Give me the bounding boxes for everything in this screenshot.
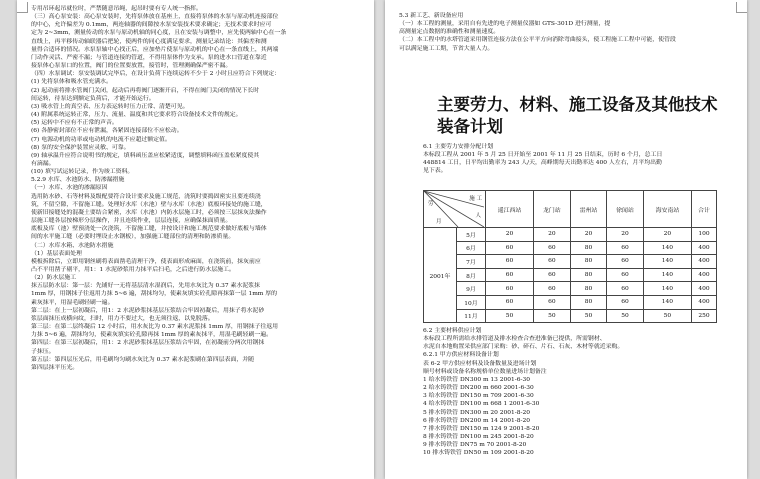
table-cell: 400: [691, 268, 716, 282]
column-header: 徐闻站: [607, 191, 644, 228]
text-line: （二）水库水箱、水池防水措施: [31, 242, 114, 249]
table-cell: 60: [486, 295, 534, 309]
text-line: 底板及库（池）壁预浇处一次浇筑，不留施工缝，并按设计和施工规范要求做好底板与墙体: [31, 226, 267, 233]
text-line: 本标段工程所需给水排管道及排水检查合查进准备已提供，所需钢材、: [423, 336, 606, 343]
text-line: 7 排水铸铁管 DN150 m 124 9 2001-8-20: [423, 425, 540, 432]
text-line: （三）高心泵安装：高心泵安装时，先将泵体放在基座上，直接将泵体的水泵与原动机连接部位: [31, 14, 279, 21]
table-row: [424, 228, 717, 242]
text-line: 间的水平施工缝（必要时埋设止水钢板），加强施工缝部位的清理和防渗质量。: [31, 234, 235, 241]
table-cell: 60: [607, 282, 644, 296]
text-line: （一）水库、水池的渗漏原因: [31, 185, 108, 192]
text-line: 顺号材料或设备名称规格单位数量进场计划备注: [423, 368, 547, 375]
materials-plan-text: [385, 327, 747, 458]
table-cell: 20: [534, 228, 571, 242]
text-line: 抹五层防水层：第一层：先铺好一无将基层清水湿润后，先用水灰比为 0.37 素水泥浆抹: [31, 283, 260, 290]
table-cell: 60: [486, 282, 534, 296]
table-cell: 50: [534, 309, 571, 323]
text-line: 素灰抹平，用湿毛刷轻刷一遍。: [31, 299, 114, 306]
text-line: 门动作灵活、严密不漏；与管道连接的管道，不得用泵体作为支承。泵的进水口管道在靠近: [31, 54, 267, 61]
text-line: 筑，不留空隙，不留施工缝。处理好水库（水池）壁与水库（水池）底板环接处的施工缝，: [31, 201, 267, 208]
text-line: 有滴漏。: [31, 160, 55, 167]
table-cell: 20: [570, 228, 607, 242]
labor-schedule-table: [423, 190, 717, 323]
text-line: 定为 2~3mm，测量传动的水泵与原动机轴的同心度，且在安装与调整中，应先使两轴中心在一条: [31, 30, 287, 37]
text-line: 9 排水铸铁管 DN75 m 70 2001-8-20: [423, 442, 527, 449]
month-cell: 6月: [457, 241, 486, 255]
table-cell: 60: [607, 295, 644, 309]
text-line: (10) 填写试运转记录，作为竣工资料。: [31, 169, 134, 176]
text-line: 第二层：在上一层初凝后，用1：2 水泥砂浆抹基层压浆结合牢固初凝后，用抹子将水泥砂: [31, 307, 265, 314]
text-line: (2) 起动前将排水管阀门关闭，起动后再将阀门逐渐开启，不得在阀门关闭的情况下长时: [31, 87, 260, 94]
text-line: 2 给水铸铁管 DN200 m 660 2001-6-30: [423, 385, 534, 392]
text-line: 第四层抹平压光。: [31, 364, 79, 371]
table-cell: 60: [607, 255, 644, 269]
table-cell: 60: [534, 255, 571, 269]
table-cell: 60: [486, 241, 534, 255]
table-row: [424, 295, 717, 309]
table-cell: 60: [534, 295, 571, 309]
header-label-person: 人: [475, 213, 481, 219]
table-cell: 20: [486, 228, 534, 242]
text-line: 水泥自本地购置采供应部门采购：砂、碎石、片石、石灰、木材等就近采购。: [423, 344, 624, 351]
text-line: 第五层：第四层压光后，用毛刷均匀刷水灰比为 0.37 素水泥浆刷在第四层表面，并随: [31, 356, 255, 363]
column-header: 遥江西站: [486, 191, 534, 228]
left-page-body: [17, 5, 374, 372]
text-line: (7) 电源动机的功率或电动机的电流不应超过额定值。: [31, 136, 171, 143]
table-cell: 20: [607, 228, 644, 242]
left-document-page: [17, 0, 374, 479]
text-line: 本标段工程从 2001 年 5 月 25 日开始至 2001 年 11 月 25 日结束，历时 6 个月，总工日: [423, 152, 663, 159]
text-line: 专用吊环起吊就位时，严禁随意吊绳，起吊时要有专人统一指挥。: [31, 6, 202, 12]
text-line: (6) 各静密封部位不应有泄漏，各紧固连接部位不应松动。: [31, 128, 183, 135]
month-cell: 8月: [457, 268, 486, 282]
table-cell: 50: [486, 309, 534, 323]
header-label-labor: 劳: [428, 201, 434, 207]
text-line: 6 排水铸铁管 DN200 m 14 2001-8-20: [423, 417, 530, 424]
table-cell: 60: [607, 241, 644, 255]
table-cell: 80: [570, 282, 607, 296]
column-header: 合计: [691, 191, 716, 228]
table-cell: 100: [691, 228, 716, 242]
table-cell: 80: [570, 241, 607, 255]
right-document-page: [385, 0, 747, 479]
text-line: （二）本工程中的水塔管道采用钢管连接方法在公平平方向消除弯曲接头，使工程施工工程中可能，使管段: [399, 37, 676, 44]
text-line: 浆层面抹压成横向纹，扫时，用力不要过大，也无须往返，以免脱落。: [31, 315, 214, 322]
labor-plan-text: [385, 143, 747, 176]
text-line: 448814 工日，日平均出勤率为 243 人/天，高峰期每天出勤率达 400 人左右，月平均出勤: [423, 160, 662, 167]
table-cell: 80: [570, 255, 607, 269]
table-row: [424, 282, 717, 296]
text-line: 使新旧接缝处的混凝土要结合紧密，水库（水池）内防水层施工时，必须按三层抹灰法操作: [31, 209, 267, 216]
table-row: [424, 309, 717, 323]
table-body: [424, 228, 717, 323]
text-line: 10 排水铸铁管 DN50 m 109 2001-8-20: [423, 450, 534, 457]
table-cell: 20: [643, 228, 691, 242]
month-cell: 9月: [457, 282, 486, 296]
table-cell: 400: [691, 295, 716, 309]
text-line: 直线上，再平移传动轴联器后把轮，使两件的同心度满足要求，测量记录结论：其偏差和测: [31, 38, 267, 45]
text-line: 力抹 5~6 遍，刮抹均匀，使素灰填实砼孔隙再抹 1mm 厚的素灰抹平，用湿毛刷轻刷一遍。: [31, 332, 273, 339]
text-line: 高测量定点数据的准确性和测量速度。: [399, 29, 500, 36]
month-cell: 11月: [457, 309, 486, 323]
text-line: 子抹压。: [31, 348, 55, 355]
text-line: 见下表。: [423, 168, 447, 175]
table-row: [424, 268, 717, 282]
text-line: (4) 附属系统运转正常，压力、流量、温度和其它要求符合设备技术文件的规定。: [31, 112, 242, 119]
text-line: (9) 轴承温升应符合说明书的规定，填料函压盖应松紧适度，调整填料函压盖松紧度使其: [31, 152, 260, 159]
table-cell: 60: [486, 268, 534, 282]
column-header: 雷州站: [570, 191, 607, 228]
text-line: 4 给水铸铁管 DN100 m 668 1 2001-6-30: [423, 401, 540, 408]
text-line: 5.2.9 水库、水池防水、防渗漏措施: [31, 177, 125, 184]
table-cell: 250: [691, 309, 716, 323]
text-line: 接泵体心泵泵口的位置，阀门的位置要放置，接管时，管理测确保严密不漏。: [31, 63, 232, 70]
table-cell: 80: [570, 268, 607, 282]
text-line: (3) 吸水管上的真空表、压力表运转时压力正常、清楚可见。: [31, 103, 189, 110]
text-line: 6.2 主要材料供应计划: [423, 328, 482, 334]
text-line: 第三层：在第二层终凝后 12 小时后，用水灰比为 0.37 素水泥浆抹 1mm 厚，用钢抹子往返用: [31, 324, 279, 331]
section-title-line-1: 主要劳力、材料、施工设备及其他技术: [437, 95, 718, 114]
table-corner-header: [424, 191, 486, 228]
table-cell: 60: [534, 241, 571, 255]
text-line: (8) 泵的安全保护装置应灵敏、可靠。: [31, 144, 130, 151]
text-line: 凸不平用凿子剔平，用1：1 水泥砂浆用力抹平后扫毛，之后进行防水层施工。: [31, 267, 235, 273]
text-line: 5 排水铸铁管 DN300 m 20 2001-8-20: [423, 409, 530, 416]
table-cell: 50: [643, 309, 691, 323]
text-line: （1）基层表面处理: [31, 250, 82, 257]
table-cell: 400: [691, 282, 716, 296]
text-line: 层施工缝各层按梯形分层操作，并且连续作业，层层连接，应确保抹面质量。: [31, 218, 232, 225]
section-title: [437, 94, 718, 138]
month-cell: 7月: [457, 255, 486, 269]
year-cell: 2001年: [424, 228, 457, 323]
table-cell: 140: [643, 241, 691, 255]
section-title-line-2: 装备计划: [437, 117, 503, 136]
table-cell: 140: [643, 255, 691, 269]
table-cell: 60: [607, 268, 644, 282]
text-line: （四）水泵调试：泵安装调试完毕后，在设计负荷下连续运转不少于 2 小时且应符合下列规定：: [31, 71, 281, 78]
table-cell: 140: [643, 295, 691, 309]
text-line: 1 给水铸铁管 DN300 m 13 2001-6-30: [423, 376, 530, 383]
text-line: 5.3 新工艺、新设备应用: [399, 13, 464, 19]
table-cell: 400: [691, 255, 716, 269]
text-line: 第四层：在第三层初凝后，用1：2 水泥砂浆抹基层压浆结合牢固，在初凝前分两次用钢抹: [31, 340, 265, 347]
column-header: 海安南站: [643, 191, 691, 228]
month-cell: 10月: [457, 295, 486, 309]
text-line: （一）本工程的测量，采用自有先进的电子测量仪器如 GTS-301D 进行测量，提: [399, 21, 611, 28]
table-row: [424, 255, 717, 269]
table-row: [424, 241, 717, 255]
text-line: （2）防水层施工: [31, 275, 76, 282]
table-cell: 60: [534, 268, 571, 282]
header-label-construction: 施 工: [469, 196, 482, 202]
month-cell: 5月: [457, 228, 486, 242]
text-line: 6.2.1 甲方供应材料设备计划: [423, 352, 499, 359]
text-line: 量得合适环的情况。水泵泵轴中心找正后，应加垫片使泵与原动机的中心在一条直线上，其两端: [31, 46, 279, 53]
text-line: (5) 运转中不应有不正常的声音。: [31, 120, 118, 127]
text-line: 的中心，允许偏差为 0.1mm，两连轴器的间隙按水泵安装技术要求确定；无技术要求时应可: [31, 22, 272, 29]
text-line: 8 排水铸铁管 DN100 m 245 2001-8-20: [423, 434, 534, 441]
text-line: 间运转，待泵达到额定负荷后，才能开始运行。: [31, 95, 155, 102]
right-page-intro: [385, 12, 747, 53]
text-line: 可以满足施工工期，节省大量人力。: [399, 45, 494, 52]
table-cell: 140: [643, 282, 691, 296]
table-cell: 400: [691, 241, 716, 255]
text-line: 3 给水铸铁管 DN150 m 709 2001-6-30: [423, 393, 534, 400]
text-line: 选用防水砂、石等材料及级配要符合设计要求及施工规范，浇筑时要捣固密实且要连续浇: [31, 193, 261, 200]
column-header: 龙门站: [534, 191, 571, 228]
text-line: 6.1 主要劳力安排分配计划: [423, 144, 494, 150]
table-cell: 50: [570, 309, 607, 323]
text-line: 表 6-2 甲方供应材料及设备数量及进场计划: [423, 360, 537, 367]
table-cell: 60: [486, 255, 534, 269]
table-cell: 60: [534, 282, 571, 296]
table-cell: 140: [643, 268, 691, 282]
text-line: (1) 先将泵体和吸水管充满水。: [31, 79, 112, 86]
text-line: 1mm 厚，用钢抹子往返用力抹 5~6 遍，刮抹均匀，使素灰填实砼孔隙再抹第一层 1mm 厚的: [31, 291, 278, 298]
table-cell: 80: [570, 295, 607, 309]
table-cell: 50: [607, 309, 644, 323]
text-line: 模板拆除后，立即用钢丝刷将表面凿毛清理干净，使表面形成麻面，在浇筑前，抹灰前应: [31, 258, 261, 265]
header-label-month: 月: [436, 219, 442, 225]
